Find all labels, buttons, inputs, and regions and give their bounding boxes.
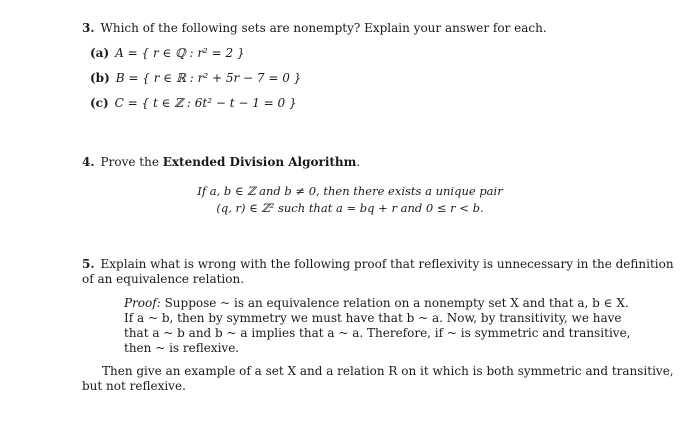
set-expression: B = { r ∈ ℝ : r² + 5r − 7 = 0 } bbox=[115, 71, 302, 85]
followup-line-1: Then give an example of a set X and a relation R on it which is both symmetric and transitive, bbox=[102, 364, 674, 378]
proof-line-3: that a ~ b and b ~ a implies that a ~ a. Therefore, if ~ is symmetric and transitive, bbox=[124, 326, 631, 340]
question-3-prompt: 3. Which of the following sets are nonempty? Explain your answer for each. bbox=[82, 21, 547, 35]
followup-line-2: but not reflexive. bbox=[82, 379, 186, 393]
question-5-prompt-line-2: of an equivalence relation. bbox=[82, 272, 245, 286]
question-3c bbox=[90, 96, 297, 111]
question-4-number: 4. bbox=[82, 155, 95, 169]
proof-label: Proof: bbox=[124, 296, 161, 310]
part-label: (b) bbox=[90, 71, 110, 85]
set-expression: A = { r ∈ ℚ : r² = 2 } bbox=[115, 46, 245, 60]
part-label: (c) bbox=[90, 96, 109, 110]
question-3b bbox=[90, 71, 301, 86]
question-5-prompt-line-1: 5. Explain what is wrong with the following proof that reflexivity is unnecessary in the definition bbox=[82, 257, 674, 271]
part-label: (a) bbox=[90, 46, 110, 60]
question-3a bbox=[90, 46, 245, 61]
theorem-name: Extended Division Algorithm bbox=[162, 155, 357, 169]
theorem-statement-line-2: (q, r) ∈ ℤ² such that a = bq + r and 0 ≤ r < b. bbox=[216, 201, 484, 215]
question-5-number: 5. bbox=[82, 257, 95, 271]
question-4-prompt: 4. Prove the Extended Division Algorithm. bbox=[82, 155, 361, 169]
proof-line-4: then ~ is reflexive. bbox=[124, 341, 240, 355]
proof-line-1: Proof: Suppose ~ is an equivalence relation on a nonempty set X and that a, b ∈ X. bbox=[124, 296, 629, 310]
question-3-number: 3. bbox=[82, 21, 95, 35]
proof-line-2: If a ~ b, then by symmetry we must have that b ~ a. Now, by transitivity, we have bbox=[124, 311, 622, 325]
theorem-statement-line-1: If a, b ∈ ℤ and b ≠ 0, then there exists a unique pair bbox=[197, 184, 503, 198]
set-expression: C = { t ∈ ℤ : 6t² − t − 1 = 0 } bbox=[114, 96, 297, 110]
